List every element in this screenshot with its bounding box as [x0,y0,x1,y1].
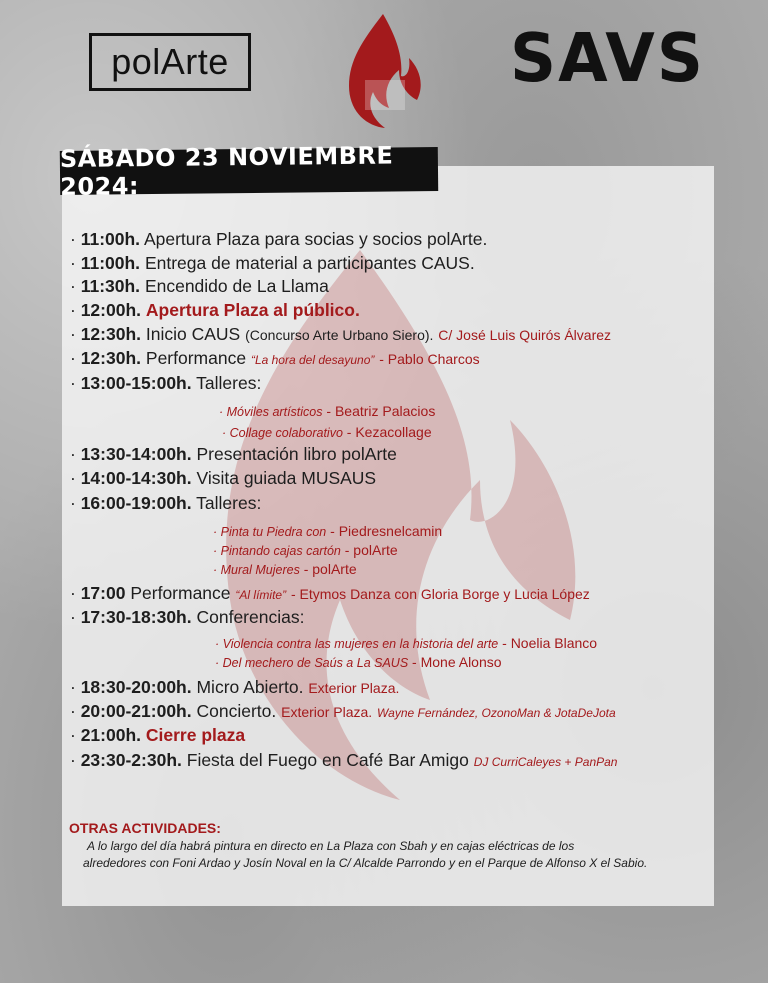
schedule-item: · 13:00-15:00h. Talleres: [70,373,262,393]
workshop-item: · Pinta tu Piedra con - Piedresnelcamin [213,523,443,539]
schedule-item: · 18:30-20:00h. Micro Abierto. Exterior Plaza. [70,677,400,697]
schedule-item: · 12:30h. Inicio CAUS (Concurso Arte Urbano Siero). C/ José Luis Quirós Álvarez [70,324,612,344]
schedule-item: · 13:30-14:00h. Presentación libro polArte [70,444,397,464]
schedule-item: · 16:00-19:00h. Talleres: [70,493,262,513]
date-banner: SÁBADO 23 NOVIEMBRE 2024: [60,147,438,195]
other-activities-line: alrededores con Foni Ardao y Josín Noval en la C/ Alcalde Parrondo y en el Parque de Alfonso X el Sabio. [83,856,648,870]
workshop-item: · Collage colaborativo - Kezacollage [222,424,432,440]
schedule-item: · 23:30-2:30h. Fiesta del Fuego en Café Bar Amigo DJ CurriCaleyes + PanPan [70,750,618,770]
schedule-item: · 21:00h. Cierre plaza [70,725,246,745]
other-activities-line: A lo largo del día habrá pintura en directo en La Plaza con Sbah y en cajas eléctricas de los [87,839,575,853]
other-activities-text [69,838,719,872]
polarte-logo-text: polArte [111,41,229,82]
conference-item: · Violencia contra las mujeres en la historia del arte - Noelia Blanco [215,635,598,651]
workshop-item: · Móviles artísticos - Beatriz Palacios [219,403,436,419]
schedule-item: · 20:00-21:00h. Concierto. Exterior Plaza. Wayne Fernández, OzonoMan & JotaDeJota [70,701,616,721]
schedule-item: · 17:00 Performance “Al límite” - Etymos Danza con Gloria Borge y Lucia López [70,583,590,603]
flame-logo-icon [343,10,427,130]
schedule-item: · 11:00h. Apertura Plaza para socias y socios polArte. [70,229,488,249]
schedule-item: · 17:30-18:30h. Conferencias: [70,607,305,627]
schedule-item: · 11:30h. Encendido de La Llama [70,276,329,296]
other-activities-title: OTRAS ACTIVIDADES: [69,820,221,836]
workshop-item: · Pintando cajas cartón - polArte [213,542,398,558]
workshop-item: · Mural Mujeres - polArte [213,561,357,577]
schedule-item: · 12:30h. Performance “La hora del desayuno” - Pablo Charcos [70,348,480,368]
schedule-item: · 12:00h. Apertura Plaza al público. [70,300,360,320]
saus-logo: SAVS [510,20,705,98]
schedule-item: · 11:00h. Entrega de material a participantes CAUS. [70,253,475,273]
conference-item: · Del mechero de Saús a La SAUS - Mone Alonso [215,654,502,670]
schedule-item: · 14:00-14:30h. Visita guiada MUSAUS [70,468,377,488]
polarte-logo [89,33,251,91]
